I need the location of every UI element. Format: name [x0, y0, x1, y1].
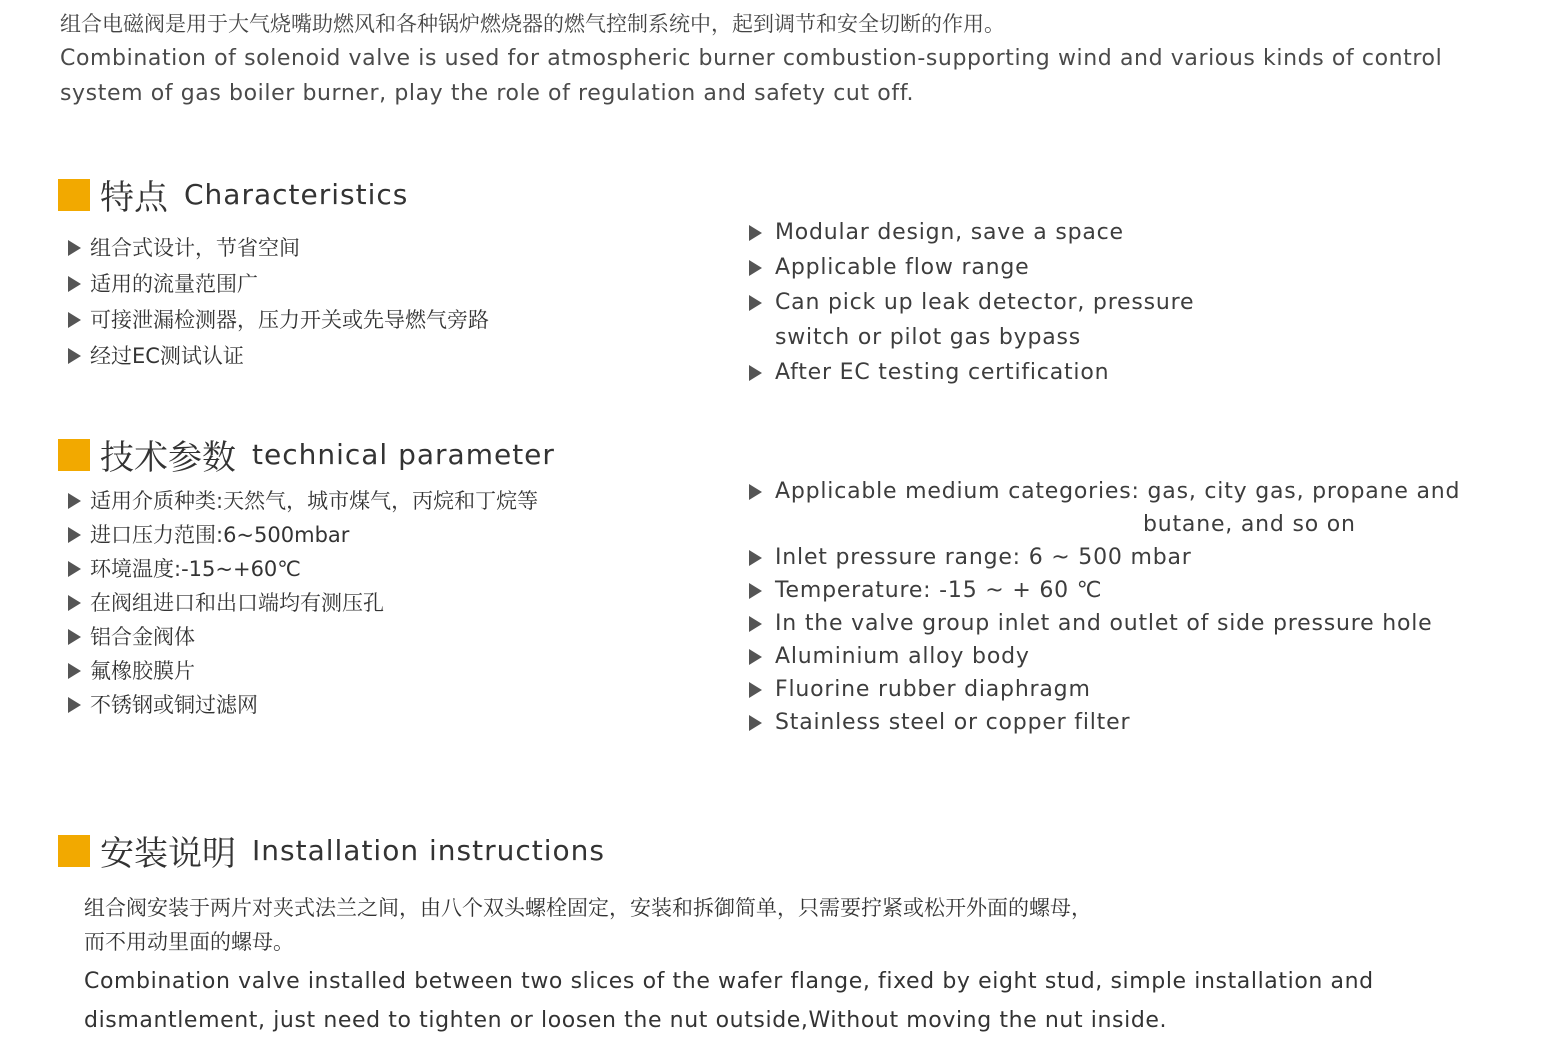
intro-en-line2: system of gas boiler burner, play the role of regulation and safety cut off. — [60, 81, 915, 106]
list-item: Inlet pressure range: 6 ~ 500 mbar — [749, 541, 1460, 574]
triangle-bullet-icon — [749, 550, 762, 566]
triangle-bullet-icon — [68, 240, 81, 256]
triangle-bullet-icon — [749, 365, 762, 381]
list-item: 环境温度:-15~+60℃ — [68, 552, 538, 586]
list-item: Aluminium alloy body — [749, 640, 1460, 673]
list-item: In the valve group inlet and outlet of side pressure hole — [749, 607, 1460, 640]
installation-en-line2: dismantlement, just need to tighten or loosen the nut outside,Without moving the nut inside. — [84, 1008, 1168, 1033]
triangle-bullet-icon — [749, 649, 762, 665]
list-item: 氟橡胶膜片 — [68, 654, 538, 688]
intro-cn: 组合电磁阀是用于大气烧嘴助燃风和各种锅炉燃烧器的燃气控制系统中，起到调节和安全切断的作用。 — [60, 12, 1005, 36]
installation-cn-line1: 组合阀安装于两片对夹式法兰之间，由八个双头螺栓固定，安装和拆御简单，只需要拧紧或松开外面的螺母， — [84, 896, 1092, 920]
triangle-bullet-icon — [68, 629, 81, 645]
list-item: Applicable flow range — [749, 250, 1194, 285]
list-item: After EC testing certification — [749, 355, 1194, 390]
list-item: Applicable medium categories: gas, city gas, propane and — [749, 475, 1460, 508]
technical-heading — [58, 430, 555, 479]
triangle-bullet-icon — [68, 493, 81, 509]
installation-heading-en: Installation instructions — [252, 834, 605, 867]
list-item: Modular design, save a space — [749, 215, 1194, 250]
triangle-bullet-icon — [68, 527, 81, 543]
list-item: 适用介质种类:天然气，城市煤气，丙烷和丁烷等 — [68, 484, 538, 518]
triangle-bullet-icon — [68, 697, 81, 713]
triangle-bullet-icon — [68, 276, 81, 292]
technical-heading-en: technical parameter — [252, 438, 555, 471]
list-item: 不锈钢或铜过滤网 — [68, 688, 538, 722]
triangle-bullet-icon — [749, 260, 762, 276]
heading-square-icon — [58, 179, 90, 211]
list-item: 铝合金阀体 — [68, 620, 538, 654]
list-item: 适用的流量范围广 — [68, 266, 489, 302]
list-item-continuation: butane, and so on — [1143, 512, 1356, 537]
characteristics-heading-en: Characteristics — [184, 178, 409, 211]
triangle-bullet-icon — [749, 484, 762, 500]
technical-cn-list — [68, 484, 538, 722]
installation-heading — [58, 826, 605, 875]
intro-en-line1: Combination of solenoid valve is used for atmospheric burner combustion-supporting wind and various kinds of control — [60, 46, 1443, 71]
installation-cn-line2: 而不用动里面的螺母。 — [84, 930, 294, 954]
triangle-bullet-icon — [749, 295, 762, 311]
list-item: Temperature: -15 ~ + 60 ℃ — [749, 574, 1460, 607]
technical-heading-cn: 技术参数 — [100, 438, 236, 478]
list-item: Stainless steel or copper filter — [749, 706, 1460, 739]
list-item: 经过EC测试认证 — [68, 338, 489, 374]
triangle-bullet-icon — [749, 682, 762, 698]
triangle-bullet-icon — [68, 348, 81, 364]
characteristics-heading-cn: 特点 — [100, 178, 168, 218]
technical-en-list — [749, 475, 1460, 739]
list-item: Fluorine rubber diaphragm — [749, 673, 1460, 706]
list-item: 组合式设计，节省空间 — [68, 230, 489, 266]
list-item: 进口压力范围:6~500mbar — [68, 518, 538, 552]
characteristics-en-list — [749, 215, 1194, 390]
heading-square-icon — [58, 439, 90, 471]
installation-en-line1: Combination valve installed between two slices of the wafer flange, fixed by eight stud, simple installation and — [84, 969, 1374, 994]
triangle-bullet-icon — [68, 595, 81, 611]
list-item-continuation: switch or pilot gas bypass — [775, 325, 1082, 350]
characteristics-heading — [58, 170, 408, 219]
triangle-bullet-icon — [749, 715, 762, 731]
list-item: Can pick up leak detector, pressure — [749, 285, 1194, 320]
triangle-bullet-icon — [68, 312, 81, 328]
installation-heading-cn: 安装说明 — [100, 834, 236, 874]
triangle-bullet-icon — [749, 225, 762, 241]
list-item: 在阀组进口和出口端均有测压孔 — [68, 586, 538, 620]
triangle-bullet-icon — [749, 616, 762, 632]
characteristics-cn-list — [68, 230, 489, 374]
heading-square-icon — [58, 835, 90, 867]
list-item: 可接泄漏检测器，压力开关或先导燃气旁路 — [68, 302, 489, 338]
triangle-bullet-icon — [68, 561, 81, 577]
triangle-bullet-icon — [749, 583, 762, 599]
triangle-bullet-icon — [68, 663, 81, 679]
